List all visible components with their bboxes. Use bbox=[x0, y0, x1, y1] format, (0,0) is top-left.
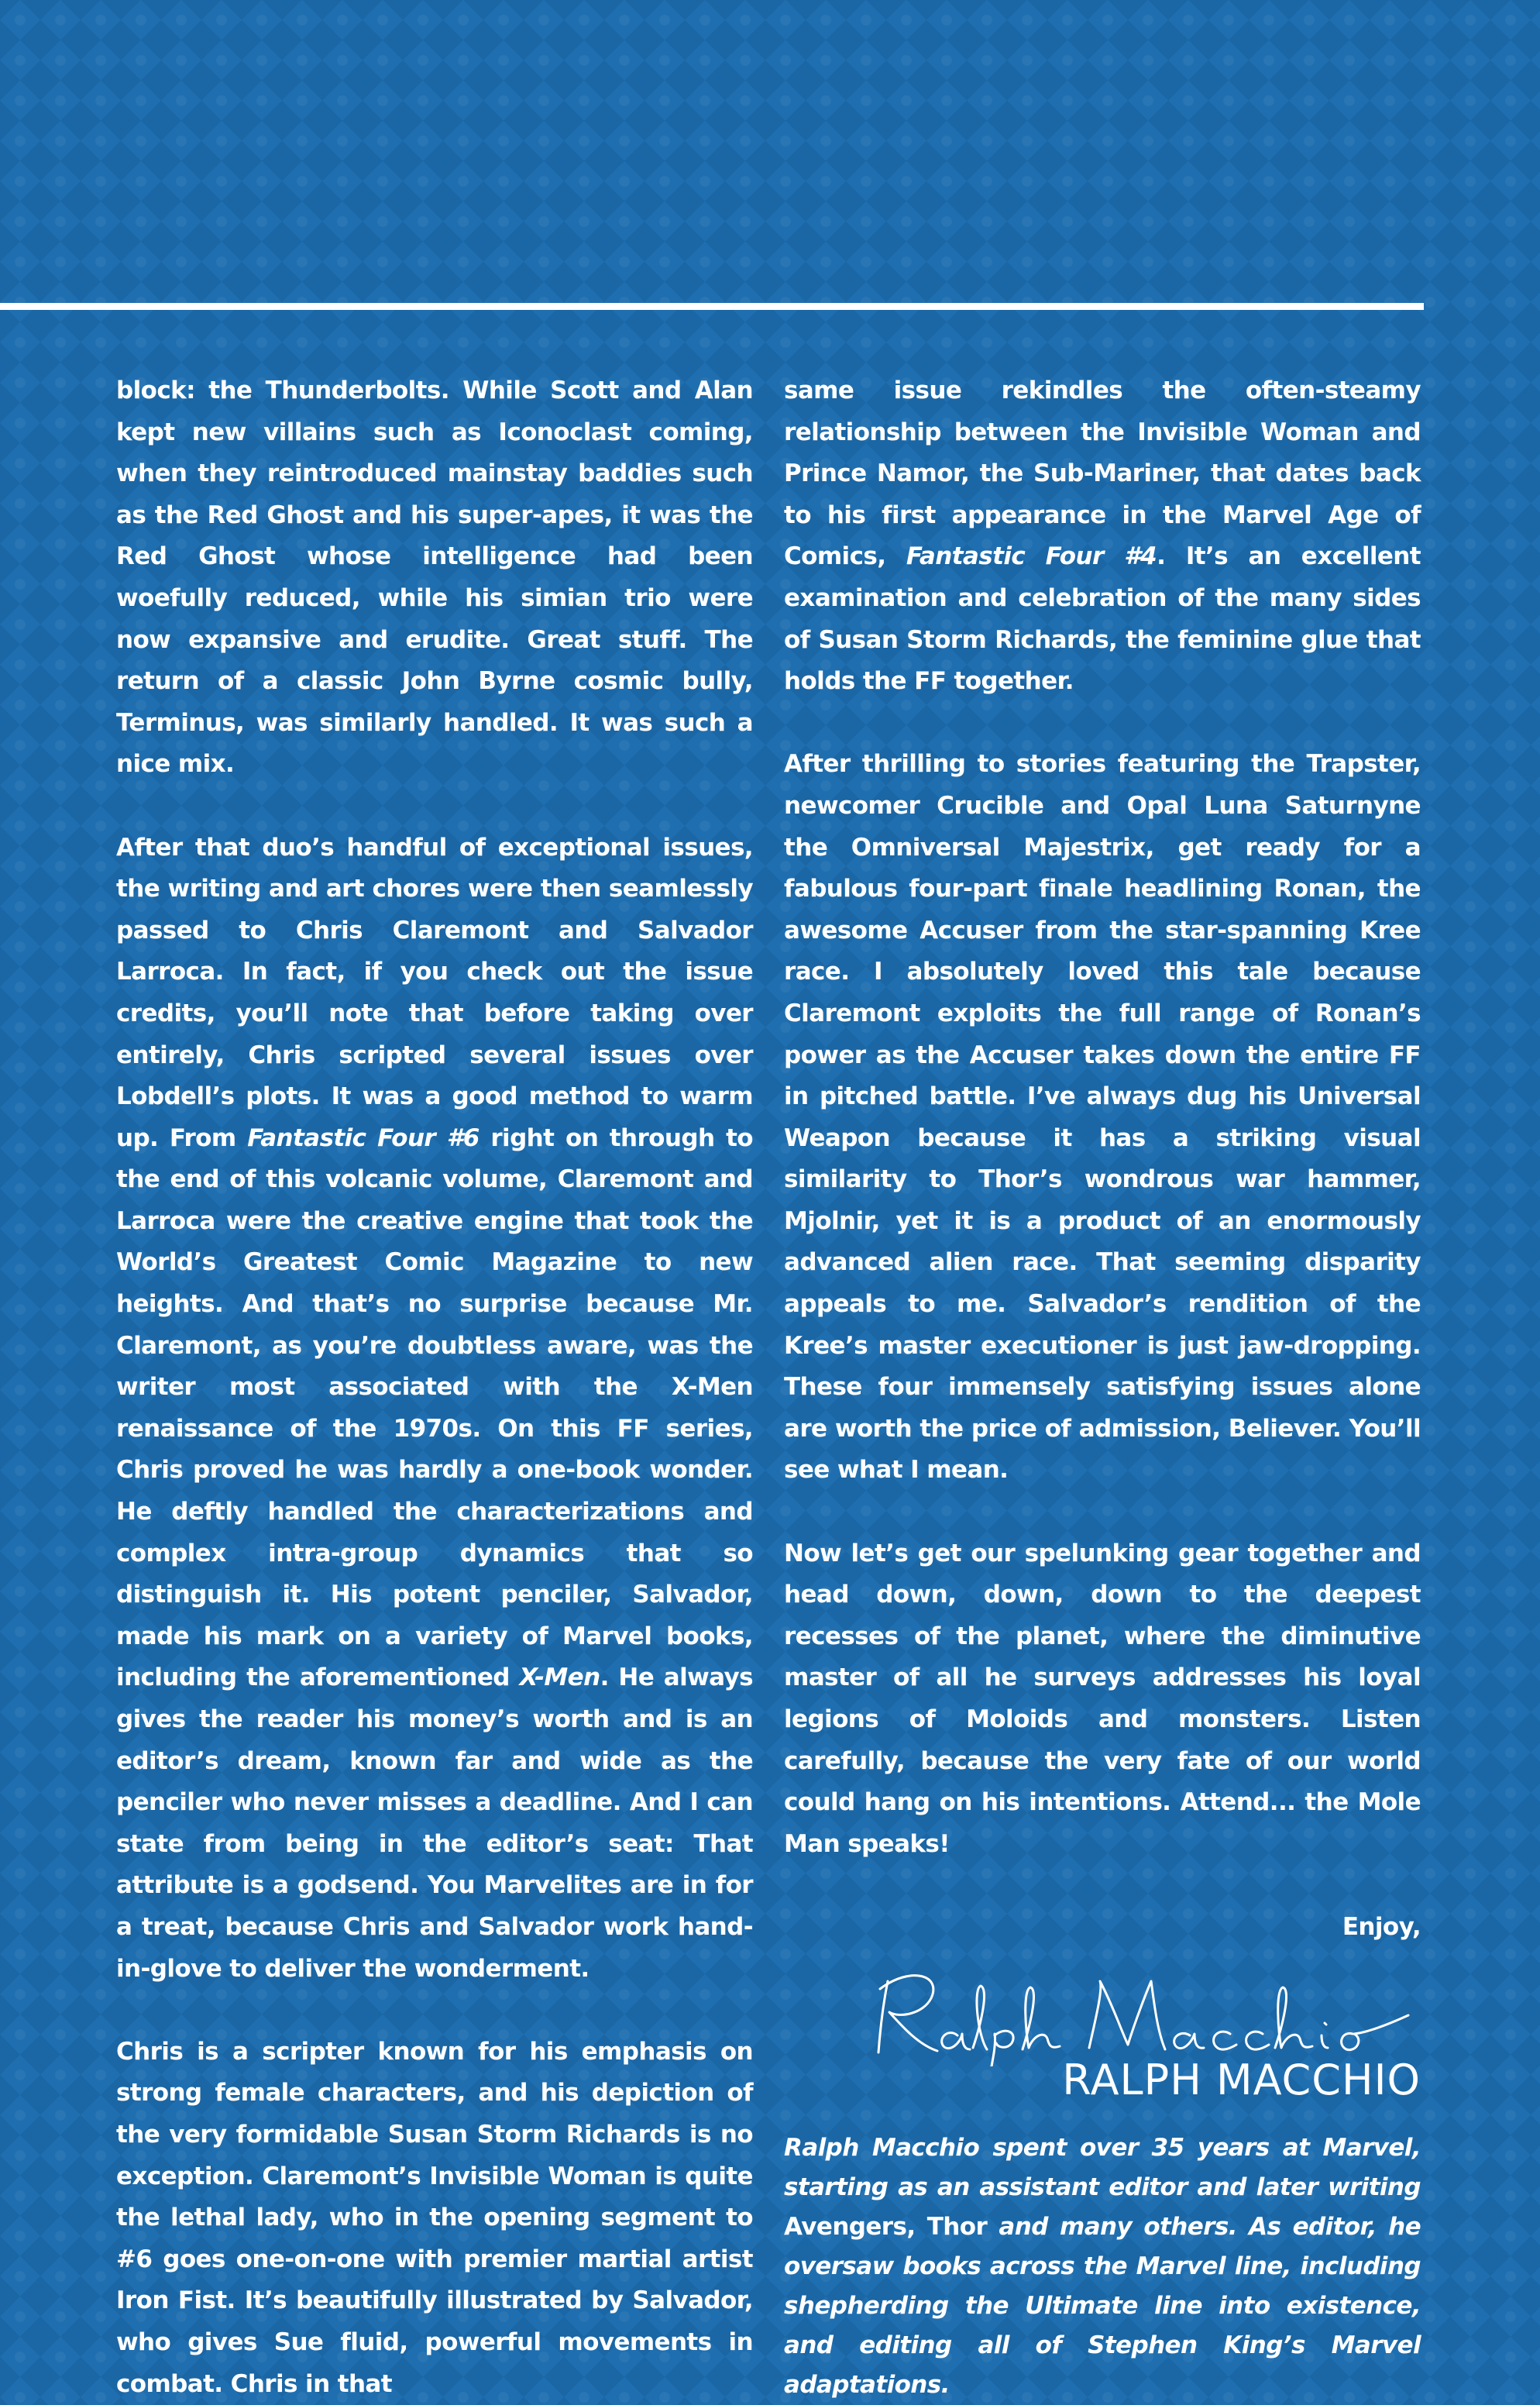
text-run: same issue rekindles the often-steamy relationship between the Invisible Woman and Prince Namor, the Sub-Mariner, that dates back to his first appearance in the Marvel Age of Comics, bbox=[784, 377, 1421, 571]
author-name: RALPH MACCHIO bbox=[1062, 2055, 1421, 2104]
text-run: After that duo’s handful of exceptional issues, the writing and art chores were then seamlessly passed to Chris Claremont and Salvador Larroca. In fact, if you check out the issue credits, you’ll note that before taking over entirely, Chris scripted several issues over Lobdell’s plots. It was a good method to warm up. From bbox=[116, 833, 753, 1152]
text-run: and many others. As editor, he oversaw books across the Marvel line, including shepherding the Ultimate line into existence, and editing all of Stephen King’s Marvel adaptations. bbox=[784, 2212, 1421, 2399]
title-fantastic-four-4: Fantastic Four #4 bbox=[906, 542, 1157, 571]
text-run: . It’s an excellent examination and celebration of the many sides of Susan Storm Richards, the feminine glue that holds the FF together. bbox=[784, 542, 1421, 696]
text-run: Ralph Macchio spent over 35 years at Marvel, starting as an assistant editor and later writing bbox=[784, 2133, 1421, 2201]
title-avengers-thor: Avengers, Thor bbox=[784, 2212, 988, 2241]
right-paragraph-2: After thrilling to stories featuring the Trapster, newcomer Crucible and Opal Luna Saturnyne the Omniversal Majestrix, get ready for a fabulous four-part finale headlining Ronan, the awesome Accuser from the star-spanning Kree race. I absolutely loved this tale because Claremont exploits the full range of Ronan’s power as the Accuser takes down the entire FF in pitched battle. I’ve always dug his Universal Weapon because it has a striking visual similarity to Thor’s wondrous war hammer, Mjolnir, yet it is a product of an enormously advanced alien race. That seeming disparity appeals to me. Salvador’s rendition of the Kree’s master executioner is just jaw-dropping. These four immensely satisfying issues alone are worth the price of admission, Believer. You’ll see what I mean. bbox=[784, 750, 1421, 1485]
right-column bbox=[784, 370, 1421, 2405]
text-run: . He always gives the reader his money’s worth and is an editor’s dream, known far and wide as the penciler who never misses a deadline. And I can state from being in the editor’s seat: That attribute is a godsend. You Marvelites are in for a treat, because Chris and Salvador work hand-in-glove to deliver the wonderment. bbox=[116, 1664, 753, 1983]
left-paragraph-3: Chris is a scripter known for his emphasis on strong female characters, and his depiction of the very formidable Susan Storm Richards is no exception. Claremont’s Invisible Woman is quite the lethal lady, who in the opening segment to #6 goes one-on-one with premier martial artist Iron Fist. It’s beautifully illustrated by Salvador, who gives Sue fluid, powerful movements in combat. Chris in that bbox=[116, 2037, 753, 2398]
signoff: Enjoy, bbox=[1342, 1912, 1421, 1941]
title-fantastic-four-6: Fantastic Four #6 bbox=[247, 1123, 480, 1152]
top-divider bbox=[0, 303, 1424, 310]
left-paragraph-1: block: the Thunderbolts. While Scott and Alan kept new villains such as Iconoclast coming, when they reintroduced mainstay baddies such as the Red Ghost and his super-apes, it was the Red Ghost whose intelligence had been woefully reduced, while his simian trio were now expansive and erudite. Great stuff. The return of a classic John Byrne cosmic bully, Terminus, was similarly handled. It was such a nice mix. bbox=[116, 377, 753, 779]
author-bio bbox=[784, 2128, 1421, 2405]
left-column bbox=[116, 370, 753, 2405]
title-x-men: X-Men bbox=[519, 1664, 600, 1692]
signature-block bbox=[784, 1958, 1421, 2128]
left-paragraph-2 bbox=[116, 827, 753, 1990]
text-run: right on through to the end of this volcanic volume, Claremont and Larroca were the creative engine that took the World’s Greatest Comic Magazine to new heights. And that’s no surprise because Mr. Claremont, as you’re doubtless aware, was the writer most associated with the X-Men renaissance of the 1970s. On this FF series, Chris proved he was hardly a one-book wonder. He deftly handled the characterizations and complex intra-group dynamics that so distinguish it. His potent penciler, Salvador, made his mark on a variety of Marvel books, including the aforementioned bbox=[116, 1123, 753, 1692]
right-paragraph-3: Now let’s get our spelunking gear together and head down, down, down to the deepest recesses of the planet, where the diminutive master of all he surveys addresses his loyal legions of Moloids and monsters. Listen carefully, because the very fate of our world could hang on his intentions. Attend... the Mole Man speaks! bbox=[784, 1539, 1421, 1858]
handwritten-signature bbox=[857, 1958, 1415, 2066]
right-paragraph-1 bbox=[784, 370, 1421, 703]
